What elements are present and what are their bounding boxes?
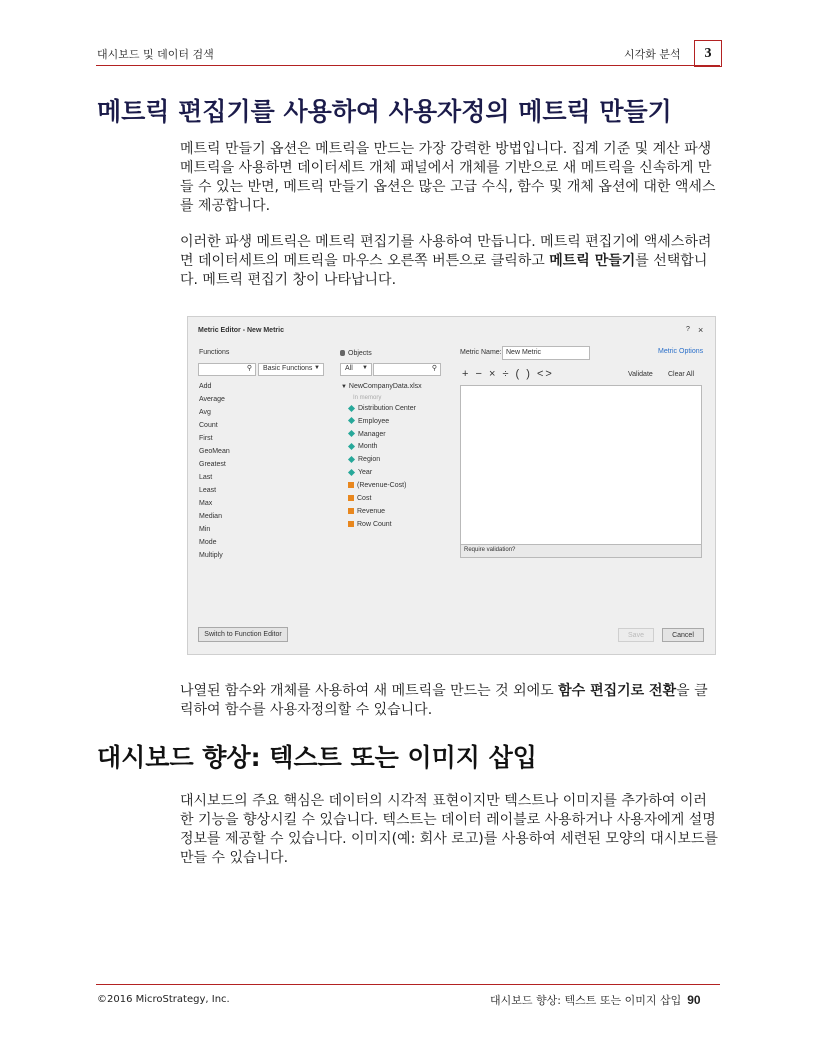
function-item[interactable]: Average xyxy=(199,396,225,403)
function-item[interactable]: Max xyxy=(199,500,213,507)
functions-label: Functions xyxy=(199,349,230,356)
metric-item[interactable]: (Revenue-Cost) xyxy=(348,482,406,489)
metric-name-input[interactable]: New Metric xyxy=(502,346,590,360)
operator-toolbar[interactable]: + − × ÷ ( ) <> xyxy=(462,368,554,380)
attribute-icon xyxy=(348,430,355,437)
footer-rule xyxy=(96,984,720,985)
save-button[interactable]: Save xyxy=(618,628,654,642)
objects-label: Objects xyxy=(340,350,372,357)
function-item[interactable]: Last xyxy=(199,474,213,481)
attribute-item[interactable]: Region xyxy=(349,456,380,463)
function-item[interactable]: Add xyxy=(199,383,212,390)
metric-options-link[interactable]: Metric Options xyxy=(658,348,704,355)
function-item[interactable]: Multiply xyxy=(199,552,223,559)
attribute-item[interactable]: Manager xyxy=(349,431,386,438)
attribute-item[interactable]: Month xyxy=(349,443,377,450)
search-icon: ⚲ xyxy=(431,365,437,372)
function-item[interactable]: Median xyxy=(199,513,222,520)
attribute-icon xyxy=(348,469,355,476)
function-item[interactable]: First xyxy=(199,435,213,442)
attribute-item[interactable]: Distribution Center xyxy=(349,405,416,412)
help-icon[interactable]: ? xyxy=(686,326,690,333)
footer-copyright: ©2016 MicroStrategy, Inc. xyxy=(97,994,230,1005)
cancel-button[interactable]: Cancel xyxy=(662,628,704,642)
section-title-dashboard-enhance: 대시보드 향상: 텍스트 또는 이미지 삽입 xyxy=(97,743,537,772)
running-header-right: 시각화 분석 xyxy=(624,48,681,61)
page-number: 90 xyxy=(687,993,701,1007)
functions-dropdown[interactable]: Basic Functions ▼ xyxy=(258,363,324,376)
chevron-down-icon: ▼ xyxy=(314,365,320,371)
paragraph-intro: 메트릭 만들기 옵션은 메트릭을 만드는 가장 강력한 방법입니다. 집계 기준 및 계산 파생 메트릭을 사용하면 데이터세트 개체 패널에서 개체를 기반으로 새 메트릭을 신속하게 만들 수 있는 반면, 메트릭 만들기 옵션은 많은 고급 수식, 함수 및 개체 옵션에 대한 액세스를 제공합니다. xyxy=(180,141,716,214)
function-item[interactable]: Greatest xyxy=(199,461,226,468)
formula-editor-area[interactable] xyxy=(460,385,702,545)
header-rule xyxy=(96,65,720,66)
running-header-left: 대시보드 및 데이터 검색 xyxy=(97,48,214,61)
metric-icon xyxy=(348,521,354,527)
metric-editor-dialog xyxy=(187,316,716,655)
metric-item[interactable]: Cost xyxy=(348,495,371,502)
footer-section: 대시보드 향상: 텍스트 또는 이미지 삽입 90 xyxy=(490,993,701,1007)
function-item[interactable]: Mode xyxy=(199,539,217,546)
attribute-icon xyxy=(348,405,355,412)
paragraph-function-editor: 나열된 함수와 개체를 사용하여 새 메트릭을 만드는 것 외에도 함수 편집기로 전환을 클릭하여 함수를 사용자정의할 수 있습니다. xyxy=(180,683,708,718)
metric-icon xyxy=(348,508,354,514)
metric-item[interactable]: Row Count xyxy=(348,521,392,528)
in-memory-note: In memory xyxy=(353,395,382,401)
search-icon: ⚲ xyxy=(246,365,252,372)
function-item[interactable]: GeoMean xyxy=(199,448,230,455)
create-metric-term: 메트릭 만들기 xyxy=(549,253,636,269)
dialog-title: Metric Editor - New Metric xyxy=(198,327,284,334)
clear-all-button[interactable]: Clear All xyxy=(668,371,695,378)
function-item[interactable]: Min xyxy=(199,526,211,533)
attribute-item[interactable]: Employee xyxy=(349,418,389,425)
section-title-metric-editor: 메트릭 편집기를 사용하여 사용자정의 메트릭 만들기 xyxy=(97,97,672,126)
metric-icon xyxy=(348,495,354,501)
paragraph-dashboard: 대시보드의 주요 핵심은 데이터의 시각적 표현이지만 텍스트나 이미지를 추가하여 이러한 기능을 향상시킬 수 있습니다. 텍스트는 데이터 레이블로 사용하거나 사용자에게 설명 정보를 제공할 수 있습니다. 이미지(예: 회사 로고)를 사용하여 세련된 모양의 대시보드를 만들 수 있습니다. xyxy=(180,793,718,866)
function-item[interactable]: Count xyxy=(199,422,218,429)
objects-icon xyxy=(340,350,345,356)
close-icon[interactable]: × xyxy=(698,325,704,335)
validation-bar: Require validation? xyxy=(460,544,702,558)
switch-to-function-editor-button[interactable]: Switch to Function Editor xyxy=(198,627,288,642)
function-item[interactable]: Avg xyxy=(199,409,211,416)
attribute-icon xyxy=(348,456,355,463)
attribute-icon xyxy=(348,417,355,424)
validate-button[interactable]: Validate xyxy=(628,371,653,378)
chapter-number: 3 xyxy=(694,40,722,67)
metric-icon xyxy=(348,482,354,488)
objects-search-input[interactable] xyxy=(373,363,441,376)
metric-item[interactable]: Revenue xyxy=(348,508,385,515)
dataset-node[interactable]: ▼ NewCompanyData.xlsx xyxy=(341,383,422,390)
paragraph-access: 이러한 파생 메트릭은 메트릭 편집기를 사용하여 만듭니다. 메트릭 편집기에 액세스하려면 데이터세트의 메트릭을 마우스 오른쪽 버튼으로 클릭하고 메트릭 만들기를 선택합니다. 메트릭 편집기 창이 나타납니다. xyxy=(180,234,712,288)
attribute-icon xyxy=(348,443,355,450)
switch-function-editor-term: 함수 편집기로 전환 xyxy=(558,683,677,699)
metric-name-label: Metric Name: xyxy=(460,349,502,356)
attribute-item[interactable]: Year xyxy=(349,469,372,476)
function-item[interactable]: Least xyxy=(199,487,217,494)
functions-search-input[interactable] xyxy=(198,363,256,376)
expand-icon: ▼ xyxy=(341,384,347,390)
chevron-down-icon: ▼ xyxy=(362,365,368,371)
objects-dropdown[interactable]: All ▼ xyxy=(340,363,372,376)
